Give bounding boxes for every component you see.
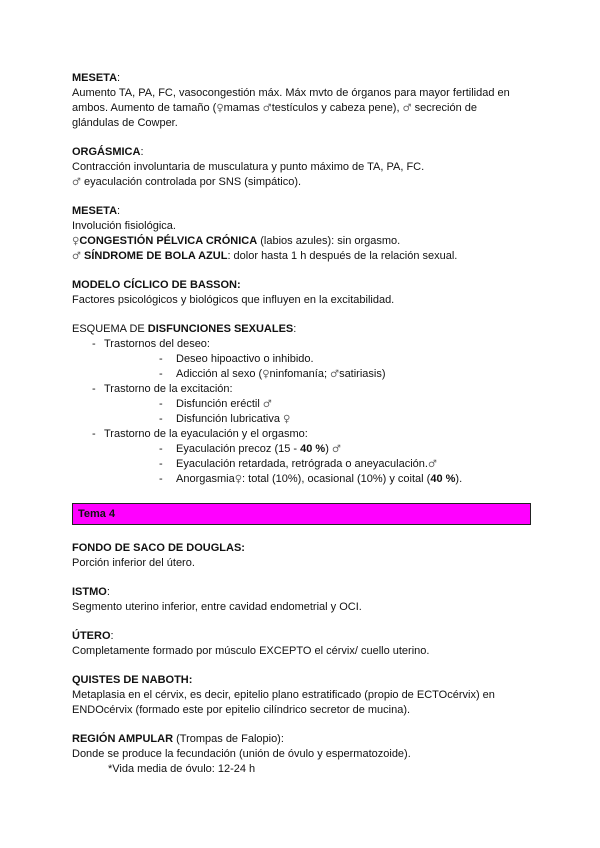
paragraph-line: ♀CONGESTIÓN PÉLVICA CRÓNICA (labios azules): sin orgasmo. [72, 235, 401, 247]
paragraph-line: Metaplasia en el cérvix, es decir, epitelio plano estratificado (propio de ECTOcérvix) en [72, 689, 495, 701]
male-icon: ♂ [331, 444, 341, 455]
section-meseta: MESETA: Aumento TA, PA, FC, vasocongestión máx. Máx mvto de órganos para mayor fertilidad en ambos. Aumento de tamaño (♀mamas ♂testículos y cabeza pene), ♂ secreción de glándulas de Cowper. [72, 71, 532, 131]
section-meseta-2: MESETA: Involución fisiológica. ♀CONGESTIÓN PÉLVICA CRÓNICA (labios azules): sin orgasmo. ♂ SÍNDROME DE BOLA AZUL: dolor hasta 1 h después de la relación sexual. [72, 204, 532, 264]
section-heading: ESQUEMA DE DISFUNCIONES SEXUALES: [72, 323, 297, 335]
note-line: *Vida media de óvulo: 12-24 h [108, 763, 256, 775]
section-utero: ÚTERO: Completamente formado por músculo EXCEPTO el cérvix/ cuello uterino. [72, 629, 532, 659]
list-item: - Trastornos del deseo: - Deseo hipoactivo o inhibido. - Adicción al sexo (♀ninfomanía; ♂satiriasis) [72, 337, 532, 382]
paragraph-line: Aumento TA, PA, FC, vasocongestión máx. Máx mvto de órganos para mayor fertilidad en [72, 87, 510, 99]
paragraph-line: ENDOcérvix (formado este por epitelio cilíndrico secretor de mucina). [72, 704, 411, 716]
paragraph-line: Contracción involuntaria de musculatura y punto máximo de TA, PA, FC. [72, 161, 425, 173]
female-icon: ♀ [283, 414, 291, 425]
list-item: - Trastorno de la eyaculación y el orgasmo: - Eyaculación precoz (15 - 40 %) ♂ - Eyaculación retardada, retrógrada o aneyaculación.♂ - Anorgasmia♀: total (10%), ocasional (10%) y coital (40 %). [72, 427, 532, 487]
paragraph-line: Porción inferior del útero. [72, 557, 195, 569]
female-icon: ♀ [72, 236, 80, 247]
male-icon: ♂ [72, 251, 81, 262]
female-icon: ♀ [262, 369, 270, 380]
paragraph-line: Factores psicológicos y biológicos que influyen en la excitabilidad. [72, 294, 395, 306]
female-icon: ♀ [216, 103, 224, 114]
list-item: - Trastorno de la excitación: - Disfunción eréctil ♂ - Disfunción lubricativa ♀ [72, 382, 532, 427]
paragraph-line: Completamente formado por músculo EXCEPTO el cérvix/ cuello uterino. [72, 645, 430, 657]
section-heading: FONDO DE SACO DE DOUGLAS: [72, 542, 245, 554]
paragraph-line: ♂ eyaculación controlada por SNS (simpático). [72, 176, 302, 188]
sub-list [104, 397, 532, 427]
section-esquema [72, 322, 532, 487]
paragraph-line: glándulas de Cowper. [72, 117, 178, 129]
male-icon: ♂ [402, 103, 412, 114]
section-heading: ISTMO [72, 586, 107, 598]
list-item: - Eyaculación retardada, retrógrada o aneyaculación.♂ [104, 457, 532, 472]
section-heading: ÚTERO [72, 630, 111, 642]
male-icon: ♂ [427, 459, 437, 470]
sub-list [104, 352, 532, 382]
section-heading: MESETA [72, 72, 118, 84]
section-basson [72, 278, 532, 308]
male-icon: ♂ [330, 369, 340, 380]
list-item: - Disfunción lubricativa ♀ [104, 412, 532, 427]
paragraph-line: Involución fisiológica. [72, 220, 176, 232]
male-icon: ♂ [72, 177, 81, 188]
section-heading: MODELO CÍCLICO DE BASSON: [72, 279, 241, 291]
section-heading: MESETA [72, 205, 118, 217]
male-icon: ♂ [262, 103, 272, 114]
section-istmo: ISTMO: Segmento uterino inferior, entre cavidad endometrial y OCI. [72, 585, 532, 615]
sub-list [104, 442, 532, 487]
topic-banner: Tema 4 [72, 503, 531, 525]
paragraph-line: Donde se produce la fecundación (unión de óvulo y espermatozoide). [72, 748, 411, 760]
list-item: - Deseo hipoactivo o inhibido. [104, 352, 532, 367]
male-icon: ♂ [262, 399, 272, 410]
female-icon: ♀ [234, 474, 243, 485]
section-heading: REGIÓN AMPULAR (Trompas de Falopio): [72, 733, 284, 745]
section-heading: QUISTES DE NABOTH: [72, 674, 193, 686]
section-ampular [72, 732, 532, 777]
list-item: - Eyaculación precoz (15 - 40 %) ♂ [104, 442, 532, 457]
section-heading: ORGÁSMICA [72, 146, 141, 158]
paragraph-line: ambos. Aumento de tamaño (♀mamas ♂testículos y cabeza pene), ♂ secreción de [72, 102, 477, 114]
document-page [72, 71, 532, 791]
list-item: - Adicción al sexo (♀ninfomanía; ♂satiriasis) [104, 367, 532, 382]
section-orgasmica: ORGÁSMICA: Contracción involuntaria de musculatura y punto máximo de TA, PA, FC. ♂ eyaculación controlada por SNS (simpático). [72, 145, 532, 190]
list-item: - Disfunción eréctil ♂ [104, 397, 532, 412]
section-naboth [72, 673, 532, 718]
section-douglas [72, 541, 532, 571]
paragraph-line: Segmento uterino inferior, entre cavidad endometrial y OCI. [72, 601, 362, 613]
paragraph-line: ♂ SÍNDROME DE BOLA AZUL: dolor hasta 1 h después de la relación sexual. [72, 250, 458, 262]
list-item: - Anorgasmia♀: total (10%), ocasional (10%) y coital (40 %). [104, 472, 532, 487]
disorder-list [72, 337, 532, 487]
